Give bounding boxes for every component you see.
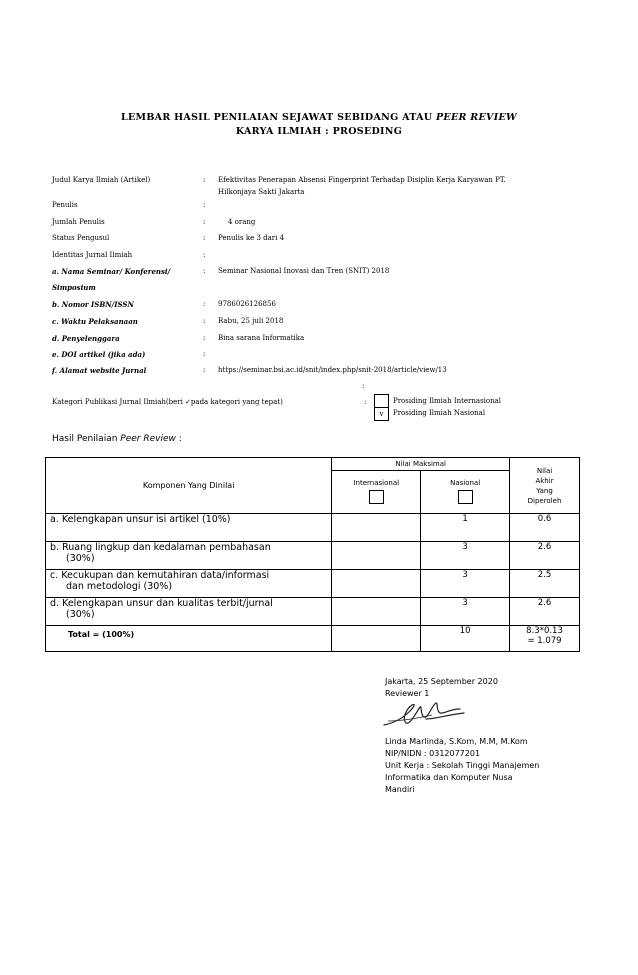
row-nasional: 3 [421,570,510,598]
value-isbn: 9786026126856 [218,300,276,308]
category-label: Kategori Publikasi Jurnal Ilmiah(beri ✓pada kategori yang tepat) [52,398,283,406]
table-row [46,514,580,542]
page-title [0,112,638,123]
header-komponen: Komponen Yang Dinilai [46,458,332,514]
row-component [46,542,332,570]
result-heading [52,434,182,444]
row-component [46,570,332,598]
total-akhir-l2: = 1.079 [527,636,562,646]
colon: : [203,176,206,184]
colon: : [203,300,206,308]
sign-name: Linda Marlinda, S.Kom, M.M, M.Kom [385,737,528,746]
option-internasional: Prosiding Ilmiah Internasional [393,397,502,405]
colon: : [203,366,206,374]
total-nasional: 10 [421,626,510,652]
sign-unit-l1: Unit Kerja : Sekolah Tinggi Manajemen [385,761,540,770]
label-nama-seminar-line2: Simposium [52,283,96,292]
colon: : [203,267,206,275]
value-judul-line2: Hilkonjaya Sakti Jakarta [218,188,305,196]
value-jumlah-penulis: 4 orang [228,218,256,226]
sign-unit-l2: Informatika dan Komputer Nusa [385,773,513,782]
row-component-l2: (30%) [66,609,95,620]
colon: : [203,251,206,259]
row-nasional: 3 [421,598,510,626]
table-total-row [46,626,580,652]
row-internasional [332,542,421,570]
category-colon-top: : [362,382,365,390]
title-line1: LEMBAR HASIL PENILAIAN SEJAWAT SEBIDANG ATAU [121,112,433,123]
assessment-table [45,457,580,652]
category-colon: : [364,398,367,406]
checkbox-internasional[interactable] [374,394,389,408]
title-line1-italic: PEER REVIEW [435,112,517,123]
sign-unit-l3: Mandiri [385,785,415,794]
total-akhir-l1: 8.3*0.13 [526,626,563,636]
colon: : [203,201,206,209]
total-akhir [510,626,580,652]
result-heading-prefix: Hasil Penilaian [52,434,118,444]
row-component-l1: b. Ruang lingkup dan kedalaman pembahasan [50,542,271,553]
option-nasional: Prosiding Ilmiah Nasional [393,409,486,417]
header-nilai-akhir-l4: Diperoleh [527,496,562,505]
row-component-l2: dan metodologi (30%) [66,581,173,592]
colon: : [203,218,206,226]
row-akhir: 2.5 [510,570,580,598]
row-akhir: 2.6 [510,598,580,626]
label-penyelenggara: d. Penyelenggara [52,334,120,343]
row-component-l1: c. Kecukupan dan kemutahiran data/informasi [50,570,270,581]
value-nama-seminar: Seminar Nasional Inovasi dan Tren (SNIT) 2018 [218,267,390,275]
value-status-pengusul: Penulis ke 3 dari 4 [218,234,285,242]
header-nilai-akhir-l3: Yang [536,486,553,495]
label-identitas-jurnal: Identitas Jurnal Ilmiah [52,251,133,259]
header-nilai-akhir-l2: Akhir [535,476,554,485]
row-akhir: 2.6 [510,542,580,570]
label-penulis: Penulis [52,201,78,209]
row-nasional: 3 [421,542,510,570]
label-isbn: b. Nomor ISBN/ISSN [52,300,134,309]
row-component-l1: a. Kelengkapan unsur isi artikel (10%) [50,514,231,525]
signature-image [380,697,472,733]
value-alamat-website: https://seminar.bsi.ac.id/snit/index.php/snit-2018/article/view/13 [218,366,447,374]
row-internasional [332,514,421,542]
row-nasional: 1 [421,514,510,542]
table-row [46,570,580,598]
header-internasional-box [369,490,384,504]
result-heading-italic: Peer Review [120,434,176,444]
header-nasional-label: Nasional [450,478,481,487]
header-nasional [421,471,510,514]
label-nama-seminar: a. Nama Seminar/ Konferensi/ [52,267,171,276]
table-row [46,598,580,626]
colon: : [203,334,206,342]
checkbox-nasional[interactable]: v [374,407,389,421]
header-nilai-akhir [510,458,580,514]
page-subtitle: KARYA ILMIAH : PROSEDING [235,126,403,137]
colon: : [203,350,206,358]
row-internasional [332,598,421,626]
colon: : [203,234,206,242]
colon: : [203,317,206,325]
sign-place-date: Jakarta, 25 September 2020 [385,677,498,686]
sign-nip: NIP/NIDN : 0312077201 [385,749,481,758]
row-akhir: 0.6 [510,514,580,542]
value-penyelenggara: Bina sarana Informatika [218,334,305,342]
label-doi: e. DOI artikel (jika ada) [52,350,146,359]
header-nasional-box [458,490,473,504]
label-status-pengusul: Status Pengusul [52,234,110,242]
total-internasional [332,626,421,652]
row-component [46,598,332,626]
header-internasional [332,471,421,514]
sign-reviewer: Reviewer 1 [385,689,430,698]
header-nilai-akhir-l1: Nilai [536,466,553,475]
label-alamat-website: f. Alamat website Jurnal [52,366,147,375]
header-nilai-maksimal: Nilai Maksimal [332,458,510,471]
header-internasional-label: Internasional [353,478,400,487]
label-jumlah-penulis: Jumlah Penulis [52,218,105,226]
table-row [46,542,580,570]
value-judul: Efektivitas Penerapan Absensi Fingerprint Terhadap Disiplin Kerja Karyawan PT. [218,176,506,184]
total-label: Total = (100%) [46,626,332,652]
row-internasional [332,570,421,598]
label-waktu: c. Waktu Pelaksanaan [52,317,138,326]
value-waktu: Rabu, 25 juli 2018 [218,317,284,325]
row-component-l2: (30%) [66,553,95,564]
row-component-l1: d. Kelengkapan unsur dan kualitas terbit/jurnal [50,598,273,609]
label-judul: Judul Karya Ilmiah (Artikel) [52,176,151,184]
result-heading-suffix: : [178,434,182,444]
row-component [46,514,332,542]
